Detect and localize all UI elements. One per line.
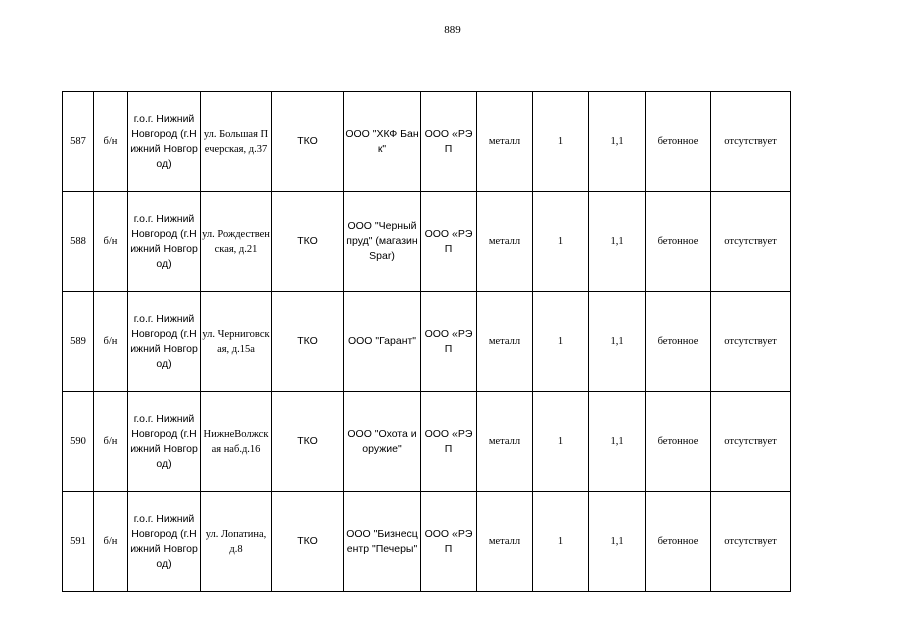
waste-type-cell: ТКО <box>272 392 344 492</box>
registry-table-body <box>63 92 791 592</box>
table-row <box>63 92 791 192</box>
address-cell: ул. Большая Печерская, д.37 <box>201 92 272 192</box>
locality-cell: г.о.г. Нижний Новгород (г.Нижний Новгород) <box>128 292 201 392</box>
waste-type-cell: ТКО <box>272 192 344 292</box>
fence-cell: отсутствует <box>711 92 791 192</box>
container-volume-cell: 1,1 <box>589 192 646 292</box>
locality-cell: г.о.г. Нижний Новгород (г.Нижний Новгород) <box>128 392 201 492</box>
surface-cell: бетонное <box>646 192 711 292</box>
registry-table <box>62 91 791 592</box>
waste-type-cell: ТКО <box>272 92 344 192</box>
operator-cell: ООО «РЭП <box>421 92 477 192</box>
container-count-cell: 1 <box>533 392 589 492</box>
waste-type-cell: ТКО <box>272 292 344 392</box>
mark-cell: б/н <box>94 192 128 292</box>
surface-cell: бетонное <box>646 392 711 492</box>
table-row <box>63 392 791 492</box>
operator-cell: ООО «РЭП <box>421 492 477 592</box>
mark-cell: б/н <box>94 92 128 192</box>
fence-cell: отсутствует <box>711 292 791 392</box>
operator-cell: ООО «РЭП <box>421 292 477 392</box>
container-volume-cell: 1,1 <box>589 392 646 492</box>
address-cell: ул. Черниговская, д.15а <box>201 292 272 392</box>
material-cell: металл <box>477 492 533 592</box>
address-cell: ул. Рождественская, д.21 <box>201 192 272 292</box>
surface-cell: бетонное <box>646 92 711 192</box>
row-number-cell: 591 <box>63 492 94 592</box>
mark-cell: б/н <box>94 392 128 492</box>
fence-cell: отсутствует <box>711 192 791 292</box>
owner-cell: ООО "Гарант" <box>344 292 421 392</box>
container-count-cell: 1 <box>533 92 589 192</box>
table-row <box>63 492 791 592</box>
fence-cell: отсутствует <box>711 392 791 492</box>
container-count-cell: 1 <box>533 292 589 392</box>
locality-cell: г.о.г. Нижний Новгород (г.Нижний Новгород) <box>128 492 201 592</box>
container-volume-cell: 1,1 <box>589 92 646 192</box>
container-volume-cell: 1,1 <box>589 492 646 592</box>
material-cell: металл <box>477 392 533 492</box>
surface-cell: бетонное <box>646 492 711 592</box>
owner-cell: ООО "Черный пруд" (магазин Spar) <box>344 192 421 292</box>
locality-cell: г.о.г. Нижний Новгород (г.Нижний Новгород) <box>128 92 201 192</box>
material-cell: металл <box>477 92 533 192</box>
fence-cell: отсутствует <box>711 492 791 592</box>
row-number-cell: 588 <box>63 192 94 292</box>
mark-cell: б/н <box>94 492 128 592</box>
surface-cell: бетонное <box>646 292 711 392</box>
address-cell: ул. Лопатина, д.8 <box>201 492 272 592</box>
row-number-cell: 590 <box>63 392 94 492</box>
mark-cell: б/н <box>94 292 128 392</box>
container-count-cell: 1 <box>533 492 589 592</box>
row-number-cell: 587 <box>63 92 94 192</box>
container-volume-cell: 1,1 <box>589 292 646 392</box>
owner-cell: ООО "Охота и оружие" <box>344 392 421 492</box>
table-row <box>63 292 791 392</box>
material-cell: металл <box>477 292 533 392</box>
row-number-cell: 589 <box>63 292 94 392</box>
waste-type-cell: ТКО <box>272 492 344 592</box>
page-number: 889 <box>444 24 461 36</box>
table-row <box>63 192 791 292</box>
address-cell: НижнеВолжская наб.д.16 <box>201 392 272 492</box>
material-cell: металл <box>477 192 533 292</box>
operator-cell: ООО «РЭП <box>421 192 477 292</box>
owner-cell: ООО "ХКФ Банк" <box>344 92 421 192</box>
container-count-cell: 1 <box>533 192 589 292</box>
owner-cell: ООО "Бизнесцентр "Печеры" <box>344 492 421 592</box>
locality-cell: г.о.г. Нижний Новгород (г.Нижний Новгород) <box>128 192 201 292</box>
operator-cell: ООО «РЭП <box>421 392 477 492</box>
